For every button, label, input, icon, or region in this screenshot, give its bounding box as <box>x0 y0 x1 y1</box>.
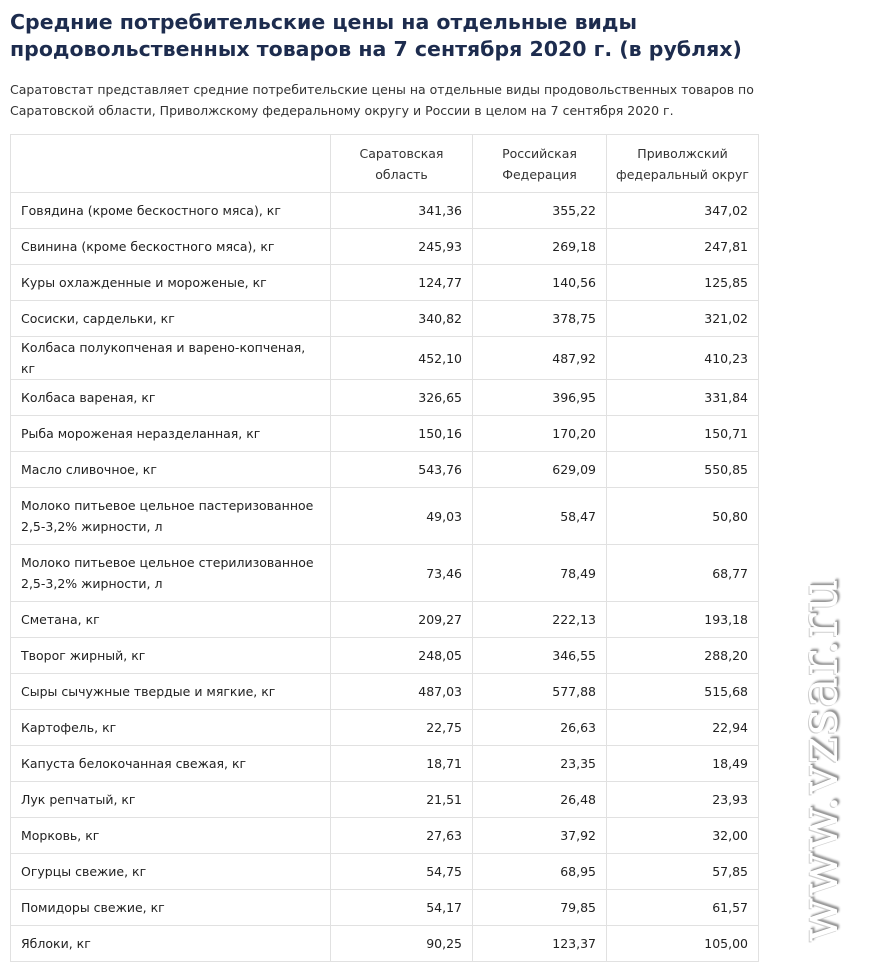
table-row <box>11 674 759 710</box>
product-name: Говядина (кроме бескостного мяса), кг <box>11 193 331 229</box>
price-saratov: 21,51 <box>331 782 473 818</box>
price-volga: 193,18 <box>607 602 759 638</box>
price-russia: 26,63 <box>473 710 607 746</box>
price-volga: 331,84 <box>607 380 759 416</box>
price-russia: 355,22 <box>473 193 607 229</box>
price-saratov: 452,10 <box>331 337 473 380</box>
price-volga: 550,85 <box>607 452 759 488</box>
product-name: Помидоры свежие, кг <box>11 890 331 926</box>
table-header-row <box>11 135 759 193</box>
price-russia: 23,35 <box>473 746 607 782</box>
price-saratov: 73,46 <box>331 545 473 602</box>
product-name: Капуста белокочанная свежая, кг <box>11 746 331 782</box>
product-name: Колбаса вареная, кг <box>11 380 331 416</box>
table-row <box>11 452 759 488</box>
price-volga: 247,81 <box>607 229 759 265</box>
table-row <box>11 710 759 746</box>
price-saratov: 49,03 <box>331 488 473 545</box>
product-name: Колбаса полукопченая и варено-копченая, кг <box>11 337 331 380</box>
watermark-text: www.vzsar.ru <box>790 577 851 943</box>
table-row <box>11 926 759 962</box>
price-saratov: 326,65 <box>331 380 473 416</box>
price-volga: 347,02 <box>607 193 759 229</box>
table-row <box>11 854 759 890</box>
price-russia: 58,47 <box>473 488 607 545</box>
table-row <box>11 193 759 229</box>
table-row <box>11 782 759 818</box>
price-saratov: 248,05 <box>331 638 473 674</box>
table-row <box>11 746 759 782</box>
price-russia: 269,18 <box>473 229 607 265</box>
price-russia: 140,56 <box>473 265 607 301</box>
price-russia: 222,13 <box>473 602 607 638</box>
header-saratov: Саратовская область <box>331 135 473 193</box>
table-row <box>11 545 759 602</box>
price-saratov: 27,63 <box>331 818 473 854</box>
price-volga: 61,57 <box>607 890 759 926</box>
product-name: Яблоки, кг <box>11 926 331 962</box>
price-saratov: 341,36 <box>331 193 473 229</box>
table-row <box>11 301 759 337</box>
price-saratov: 54,17 <box>331 890 473 926</box>
product-name: Сметана, кг <box>11 602 331 638</box>
product-name: Масло сливочное, кг <box>11 452 331 488</box>
price-russia: 396,95 <box>473 380 607 416</box>
price-volga: 515,68 <box>607 674 759 710</box>
price-russia: 378,75 <box>473 301 607 337</box>
price-volga: 22,94 <box>607 710 759 746</box>
price-volga: 150,71 <box>607 416 759 452</box>
price-volga: 288,20 <box>607 638 759 674</box>
header-product <box>11 135 331 193</box>
header-russia: Российская Федерация <box>473 135 607 193</box>
price-russia: 79,85 <box>473 890 607 926</box>
product-name: Рыба мороженая неразделанная, кг <box>11 416 331 452</box>
prices-table <box>10 134 759 962</box>
lead-paragraph: Саратовстат представляет средние потребительские цены на отдельные виды продовольственных товаров по Саратовской области, Приволжскому федеральному округу и России в целом на 7 сентября 2020 г. <box>10 82 754 118</box>
price-volga: 32,00 <box>607 818 759 854</box>
price-volga: 57,85 <box>607 854 759 890</box>
price-saratov: 487,03 <box>331 674 473 710</box>
price-volga: 50,80 <box>607 488 759 545</box>
table-row <box>11 416 759 452</box>
table-row <box>11 488 759 545</box>
product-name: Морковь, кг <box>11 818 331 854</box>
product-name: Сосиски, сардельки, кг <box>11 301 331 337</box>
product-name: Молоко питьевое цельное пастеризованное 2,5-3,2% жирности, л <box>11 488 331 545</box>
price-volga: 23,93 <box>607 782 759 818</box>
price-saratov: 150,16 <box>331 416 473 452</box>
price-russia: 123,37 <box>473 926 607 962</box>
price-volga: 18,49 <box>607 746 759 782</box>
product-name: Огурцы свежие, кг <box>11 854 331 890</box>
price-saratov: 245,93 <box>331 229 473 265</box>
price-russia: 577,88 <box>473 674 607 710</box>
table-row <box>11 265 759 301</box>
price-volga: 410,23 <box>607 337 759 380</box>
product-name: Картофель, кг <box>11 710 331 746</box>
price-russia: 26,48 <box>473 782 607 818</box>
price-russia: 68,95 <box>473 854 607 890</box>
product-name: Сыры сычужные твердые и мягкие, кг <box>11 674 331 710</box>
product-name: Творог жирный, кг <box>11 638 331 674</box>
product-name: Молоко питьевое цельное стерилизованное 2,5-3,2% жирности, л <box>11 545 331 602</box>
price-volga: 68,77 <box>607 545 759 602</box>
table-row <box>11 638 759 674</box>
table-row <box>11 380 759 416</box>
product-name: Лук репчатый, кг <box>11 782 331 818</box>
product-name: Свинина (кроме бескостного мяса), кг <box>11 229 331 265</box>
price-russia: 170,20 <box>473 416 607 452</box>
price-russia: 487,92 <box>473 337 607 380</box>
price-saratov: 54,75 <box>331 854 473 890</box>
price-russia: 37,92 <box>473 818 607 854</box>
price-saratov: 543,76 <box>331 452 473 488</box>
price-saratov: 340,82 <box>331 301 473 337</box>
header-volga: Приволжский федеральный округ <box>607 135 759 193</box>
table-row <box>11 602 759 638</box>
price-saratov: 22,75 <box>331 710 473 746</box>
price-russia: 78,49 <box>473 545 607 602</box>
watermark <box>768 560 873 960</box>
table-row <box>11 337 759 380</box>
price-saratov: 124,77 <box>331 265 473 301</box>
price-volga: 125,85 <box>607 265 759 301</box>
price-russia: 346,55 <box>473 638 607 674</box>
price-volga: 321,02 <box>607 301 759 337</box>
page-title: Средние потребительские цены на отдельные виды продовольственных товаров на 7 сентября 2020 г. (в рублях) <box>10 10 742 61</box>
table-row <box>11 229 759 265</box>
price-saratov: 209,27 <box>331 602 473 638</box>
product-name: Куры охлажденные и мороженые, кг <box>11 265 331 301</box>
price-volga: 105,00 <box>607 926 759 962</box>
table-row <box>11 818 759 854</box>
table-row <box>11 890 759 926</box>
price-saratov: 90,25 <box>331 926 473 962</box>
price-saratov: 18,71 <box>331 746 473 782</box>
price-russia: 629,09 <box>473 452 607 488</box>
